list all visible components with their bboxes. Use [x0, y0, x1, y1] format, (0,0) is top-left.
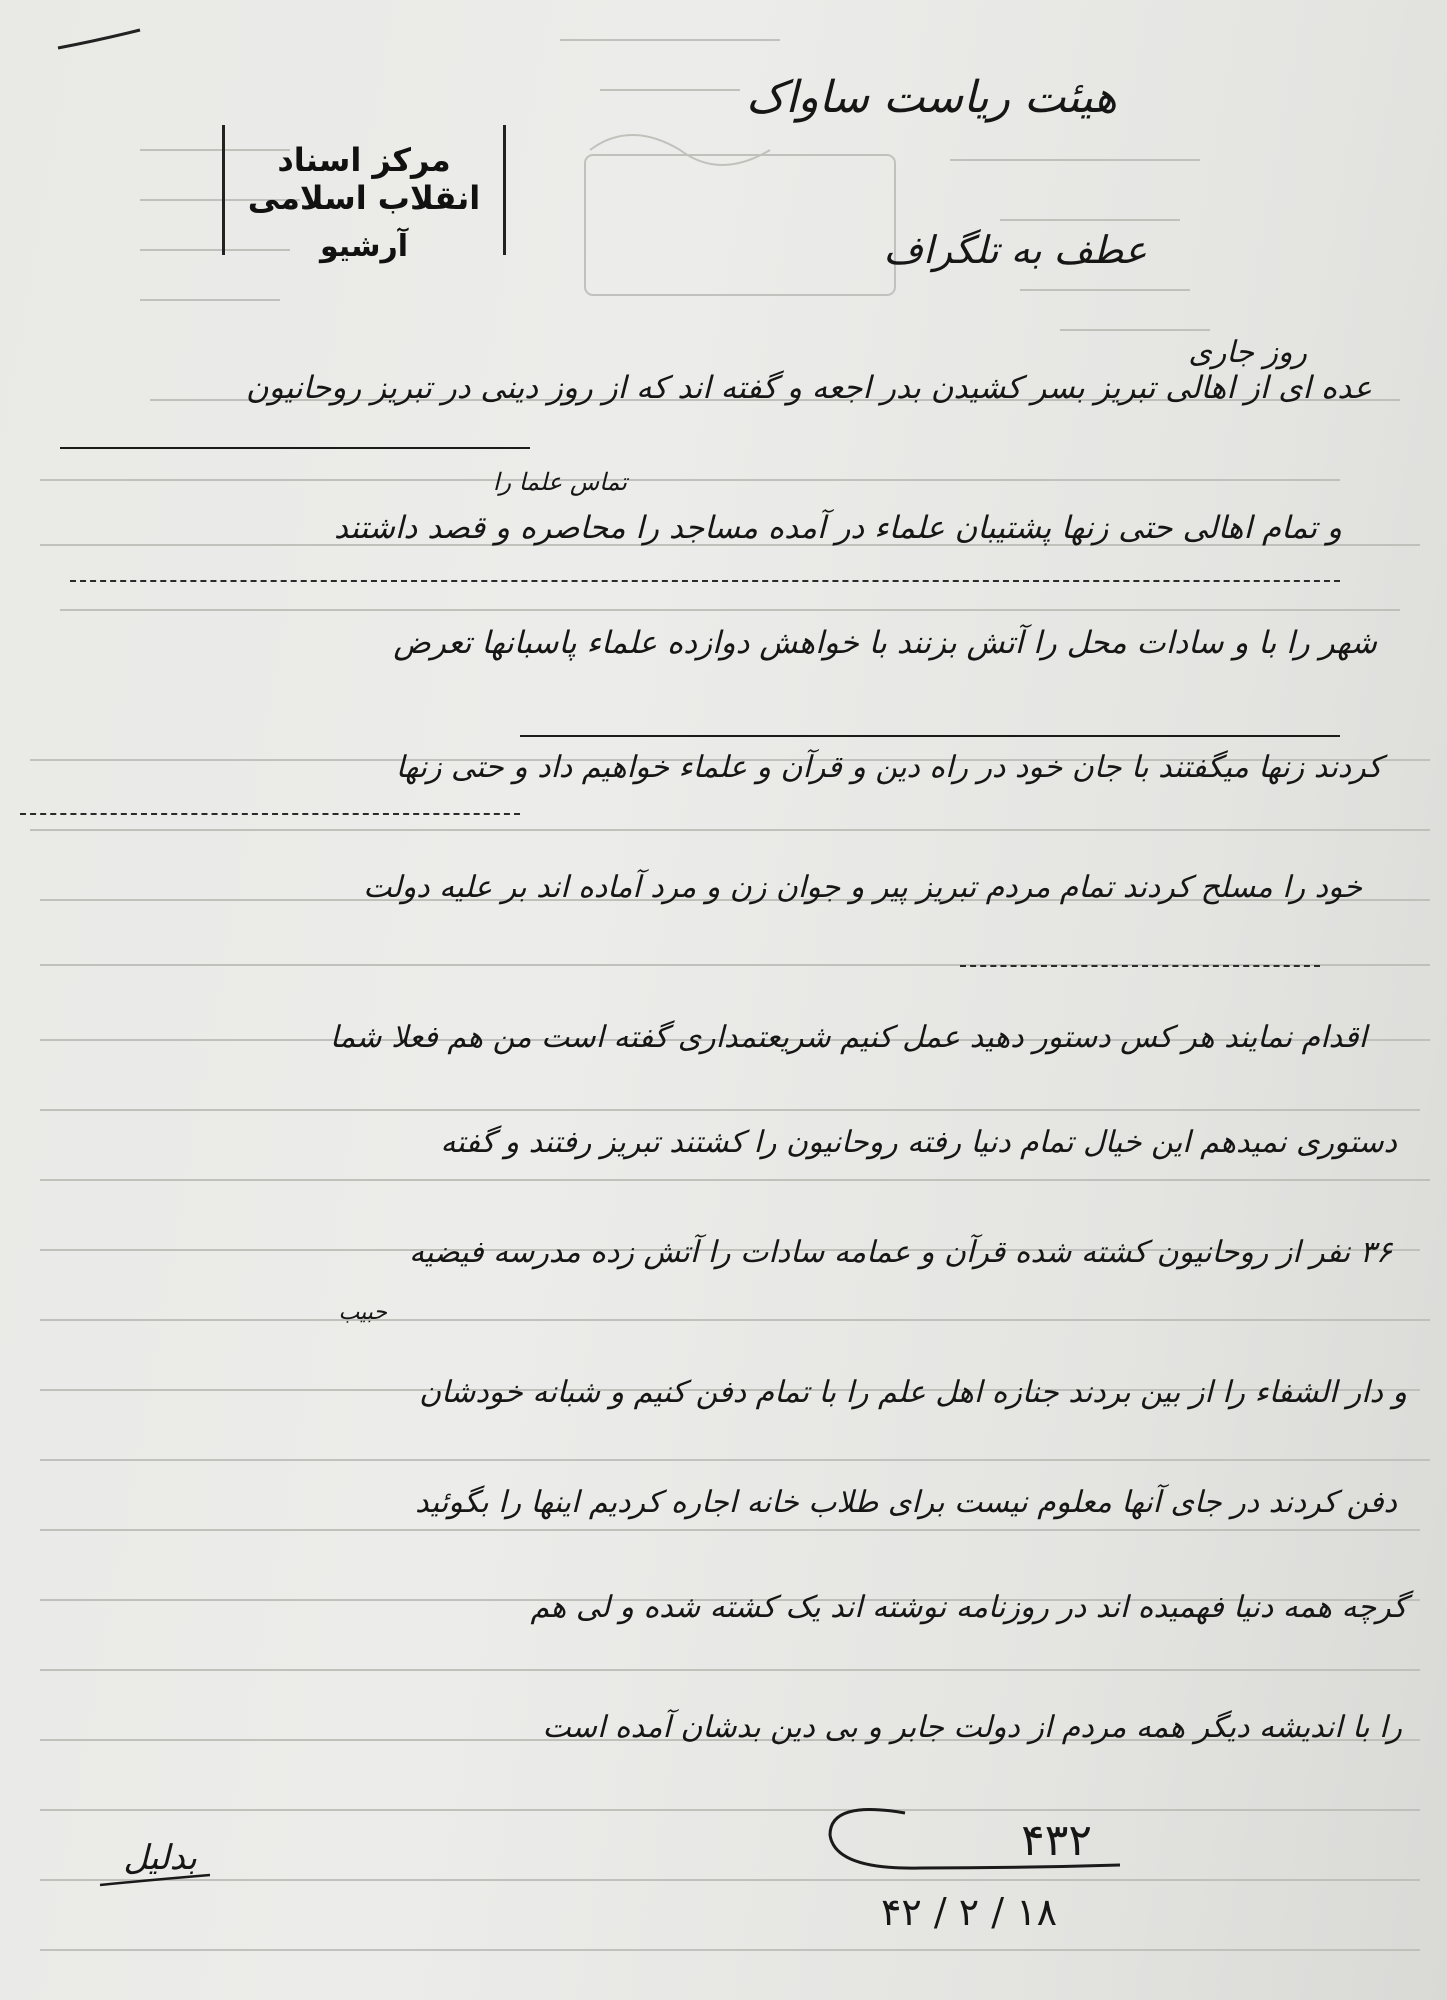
- document-date: ۱۸ / ۲ / ۴۲: [880, 1890, 1057, 1934]
- body-line-7: اقدام نمایند هر کس دستور دهید عمل کنیم شریعتمداری گفته است من هم فعلا شما: [329, 1020, 1367, 1055]
- body-line-5: کردند زنها میگفتند با جان خود در راه دین و قرآن و علماء خواهیم داد و حتی زنها: [395, 750, 1382, 785]
- body-line-1: روز جاری: [1188, 335, 1307, 370]
- reference-number: ۴۳۲: [1021, 1815, 1092, 1866]
- body-line-8: دستوری نمیدهم این خیال تمام دنیا رفته روحانیون را کشتند تبریز رفتند و گفته: [440, 1125, 1397, 1160]
- stamp-line-2: آرشیو: [319, 229, 409, 264]
- body-line-6: خود را مسلح کردند تمام مردم تبریز پیر و جوان زن و مرد آماده اند بر علیه دولت: [363, 870, 1362, 905]
- body-line-4: شهر را با و سادات محل را آتش بزنند با خواهش دوازده علماء پاسبانها تعرض: [393, 625, 1377, 661]
- reference-line: عطف به تلگراف: [883, 228, 1147, 272]
- body-line-10: و دار الشفاء را از بین بردند جنازه اهل علم را با تمام دفن کنیم و شبانه خودشان: [419, 1375, 1407, 1410]
- recipient-line: هیئت ریاست ساواک: [745, 72, 1117, 123]
- body-line-12: گرچه همه دنیا فهمیده اند در روزنامه نوشته اند یک کشته شده و لی هم: [530, 1590, 1407, 1625]
- closing-signature: بدلیل: [123, 1838, 197, 1878]
- body-line-2: عده ای از اهالی تبریز بسر کشیدن بدر اجعه و گفته اند که از روز دینی در تبریز روحانیون: [245, 370, 1372, 406]
- body-line-11: دفن کردند در جای آنها معلوم نیست برای طلاب خانه اجاره کردیم اینها را بگوئید: [415, 1485, 1397, 1520]
- body-line-3: و تمام اهالی حتی زنها پشتیبان علماء در آمده مساجد را محاصره و قصد داشتند: [333, 510, 1342, 546]
- body-line-9: ۳۶ نفر از روحانیون کشته شده قرآن و عمامه سادات را آتش زده مدرسه فیضیه: [409, 1235, 1392, 1270]
- body-line-13: را با اندیشه دیگر همه مردم از دولت جابر و بی دین بدشان آمده است: [542, 1710, 1402, 1745]
- interlinear-note: تماس علما را: [492, 468, 627, 496]
- stamp-line-1: مرکز اسناد انقلاب اسلامی: [247, 141, 481, 217]
- interlinear-note-2: حبیب: [338, 1300, 387, 1325]
